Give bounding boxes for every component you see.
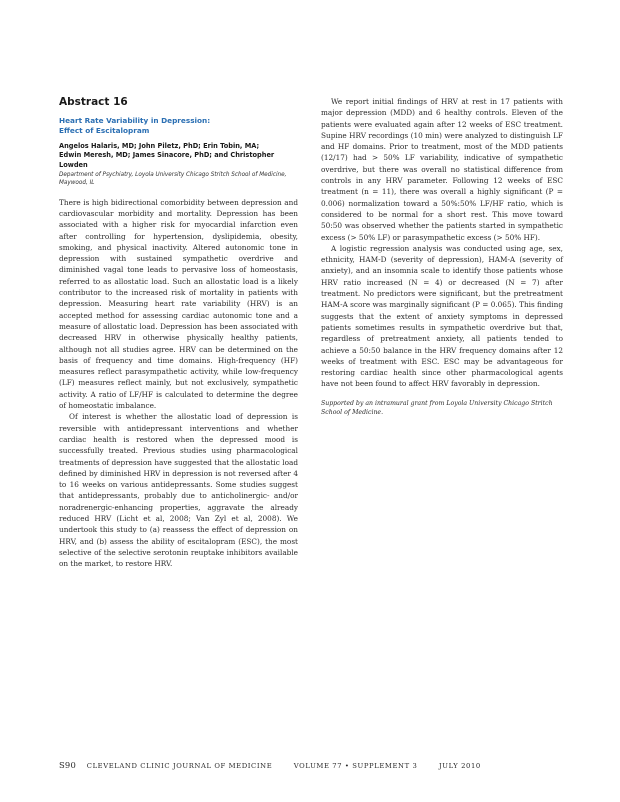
page-footer [59,760,559,770]
right-column [321,96,563,423]
affiliation-line-1: Department of Psychiatry, Loyola University Chicago Stritch School of Medicine, [59,171,287,178]
body-paragraph-2: Of interest is whether the allostatic load of depression is reversible with antidepressant interventions and whether cardiac health is restored when the depressed mood is successfully treated. Previous studies using pharmacological treatments of depression have suggested that the allostatic load defined by diminished HRV in depression is not reversed after 4 to 16 weeks on various antidepressants. Some studies suggest that antidepressants, probably due to anticholinergic- and/or noradrenergic-enhancing properties, aggravate the already reduced HRV (Licht et al, 2008; Van Zyl et al, 2008). We undertook this study to (a) reassess the effect of depression on HRV, and (b) assess the ability of escitalopram (ESC), the most selective of the selective serotonin reuptake inhibitors available on the market, to restore HRV. [59,412,298,569]
abstract-title [59,116,298,136]
abstract-heading: Abstract 16 [59,96,128,108]
authors-line-2: Edwin Meresh, MD; James Sinacore, PhD; and Christopher Lowden [59,151,275,169]
volume-info: VOLUME 77 • SUPPLEMENT 3 [293,762,418,770]
journal-name: CLEVELAND CLINIC JOURNAL OF MEDICINE [86,762,273,770]
affiliation [59,171,298,188]
affiliation-line-2: Maywood, IL [59,180,95,187]
issue-date: JULY 2010 [438,762,481,770]
page-number: S90 [59,760,76,770]
authors-line-1: Angelos Halaris, MD; John Piletz, PhD; Erin Tobin, MA; [59,142,260,150]
body-paragraph-3: We report initial findings of HRV at rest in 17 patients with major depression (MDD) and 6 healthy controls. Eleven of the patients were evaluated again after 12 weeks of ESC treatment. Supine HRV recordings (10 min) were analyzed to distinguish LF and HF domains. Prior to treatment, most of the MDD patients (12/17) had > 50% LF variability, indicative of sympathetic overdrive, but there was overall no statistical difference from controls in any HRV parameter. Following 12 weeks of ESC treatment (n = 11), there was overall a highly significant (P = 0.006) normalization toward a 50%:50% LF/HF ratio, which is considered to be normal for a short rest. This move toward 50:50 was observed whether the patients started in sympathetic excess (> 50% LF) or parasympathetic excess (> 50% HF). [321,97,563,242]
body-paragraph-1: There is high bidirectional comorbidity between depression and cardiovascular morbidity and mortality. Depression has been associated with a higher risk for myocardial infarction even after controlling for hypertension, dyslipidemia, obesity, smoking, and physical inactivity. Altered autonomic tone in depression with sustained sympathetic overdrive and diminished vagal tone leads to pervasive loss of homeostasis, referred to as allostatic load. Such an allostatic load is a likely contributor to the increased risk of mortality in patients with depression. Measuring heart rate variability (HRV) is an accepted method for assessing cardiac autonomic tone and a measure of allostatic load. Depression has been associated with decreased HRV in otherwise physically healthy patients, although not all studies agree. HRV can be determined on the basis of frequency and time domains. High-frequency (HF) measures reflect parasympathetic activity, while low-frequency (LF) measures reflect mainly, but not exclusively, sympathetic activity. A ratio of LF/HF is calculated to determine the degree of homeostatic imbalance. [59,197,298,411]
funding-note: Supported by an intramural grant from Loyola University Chicago Stritch School of Medicine. [321,399,553,416]
title-line-1: Heart Rate Variability in Depression: [59,116,211,125]
left-column [59,96,298,570]
author-list [59,142,298,170]
body-paragraph-4: A logistic regression analysis was conducted using age, sex, ethnicity, HAM-D (severity of depression), HAM-A (severity of anxiety), and an insomnia scale to identify those patients whose HRV ratio increased (N = 4) or decreased (N = 7) after treatment. No predictors were significant, but the pretreatment HAM-A score was marginally significant (P = 0.065). This finding suggests that the extent of anxiety symptoms in depressed patients sometimes results in sympathetic overdrive but that, regardless of pretreatment anxiety, all patients tended to achieve a 50:50 balance in the HRV frequency domains after 12 weeks of treatment with ESC. ESC may be advantageous for restoring cardiac health since other pharmacological agents have not been found to affect HRV favorably in depression. [321,243,563,389]
title-line-2: Effect of Escitalopram [59,126,150,135]
